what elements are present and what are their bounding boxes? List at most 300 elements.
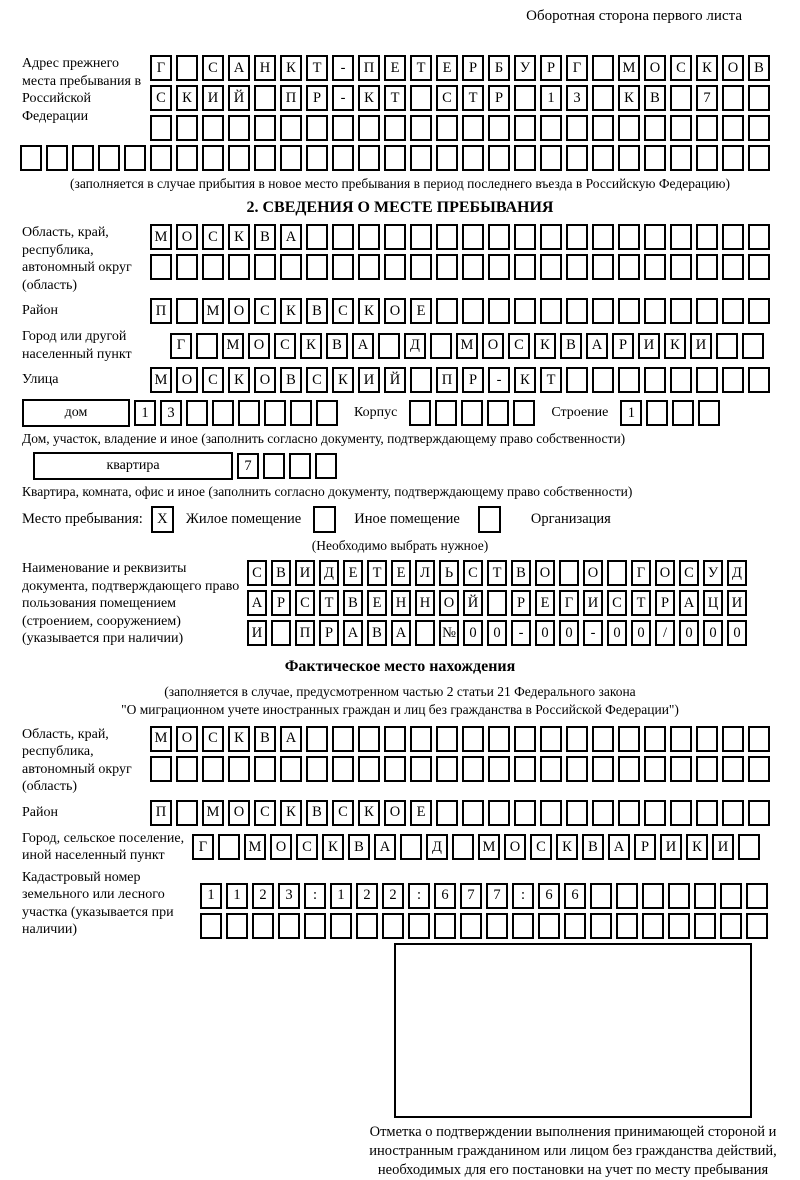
char-cell[interactable] bbox=[487, 400, 509, 426]
char-cell[interactable]: Е bbox=[436, 55, 458, 81]
char-cell[interactable] bbox=[644, 254, 666, 280]
char-cell[interactable] bbox=[696, 145, 718, 171]
char-cell[interactable] bbox=[618, 367, 640, 393]
char-cell[interactable] bbox=[384, 756, 406, 782]
char-cell[interactable] bbox=[304, 913, 326, 939]
char-cell[interactable]: А bbox=[247, 590, 267, 616]
char-cell[interactable] bbox=[200, 913, 222, 939]
char-cell[interactable] bbox=[434, 913, 456, 939]
char-cell[interactable] bbox=[742, 333, 764, 359]
char-cell[interactable] bbox=[748, 85, 770, 111]
char-cell[interactable] bbox=[306, 224, 328, 250]
char-cell[interactable] bbox=[670, 800, 692, 826]
char-cell[interactable]: 1 bbox=[226, 883, 248, 909]
char-cell[interactable]: М bbox=[618, 55, 640, 81]
char-cell[interactable]: В bbox=[644, 85, 666, 111]
char-cell[interactable]: 1 bbox=[134, 400, 156, 426]
char-cell[interactable]: - bbox=[583, 620, 603, 646]
char-cell[interactable]: Р bbox=[511, 590, 531, 616]
char-cell[interactable]: 0 bbox=[727, 620, 747, 646]
char-cell[interactable]: - bbox=[511, 620, 531, 646]
char-cell[interactable] bbox=[644, 726, 666, 752]
char-cell[interactable]: Р bbox=[634, 834, 656, 860]
char-cell[interactable] bbox=[316, 400, 338, 426]
char-cell[interactable] bbox=[670, 254, 692, 280]
char-cell[interactable]: И bbox=[727, 590, 747, 616]
char-cell[interactable] bbox=[592, 800, 614, 826]
char-cell[interactable] bbox=[332, 254, 354, 280]
char-cell[interactable] bbox=[461, 400, 483, 426]
char-cell[interactable] bbox=[748, 115, 770, 141]
char-cell[interactable] bbox=[176, 145, 198, 171]
char-cell[interactable] bbox=[196, 333, 218, 359]
char-cell[interactable]: С bbox=[274, 333, 296, 359]
char-cell[interactable] bbox=[722, 298, 744, 324]
char-cell[interactable]: В bbox=[326, 333, 348, 359]
char-cell[interactable]: В bbox=[306, 800, 328, 826]
char-cell[interactable] bbox=[696, 800, 718, 826]
char-cell[interactable] bbox=[559, 560, 579, 586]
char-cell[interactable]: К bbox=[332, 367, 354, 393]
char-cell[interactable] bbox=[566, 224, 588, 250]
char-cell[interactable] bbox=[538, 913, 560, 939]
org-checkbox[interactable] bbox=[478, 506, 501, 533]
char-cell[interactable] bbox=[436, 726, 458, 752]
char-cell[interactable] bbox=[176, 55, 198, 81]
char-cell[interactable] bbox=[254, 756, 276, 782]
char-cell[interactable] bbox=[592, 298, 614, 324]
char-cell[interactable] bbox=[540, 298, 562, 324]
char-cell[interactable] bbox=[384, 224, 406, 250]
char-cell[interactable]: П bbox=[150, 800, 172, 826]
char-cell[interactable]: Е bbox=[384, 55, 406, 81]
char-cell[interactable]: В bbox=[560, 333, 582, 359]
char-cell[interactable] bbox=[487, 590, 507, 616]
char-cell[interactable] bbox=[514, 145, 536, 171]
char-cell[interactable] bbox=[384, 726, 406, 752]
char-cell[interactable]: К bbox=[300, 333, 322, 359]
char-cell[interactable]: С bbox=[463, 560, 483, 586]
char-cell[interactable] bbox=[644, 367, 666, 393]
char-cell[interactable] bbox=[436, 756, 458, 782]
char-cell[interactable] bbox=[488, 115, 510, 141]
char-cell[interactable] bbox=[410, 115, 432, 141]
char-cell[interactable]: 0 bbox=[535, 620, 555, 646]
char-cell[interactable] bbox=[698, 400, 720, 426]
char-cell[interactable]: 0 bbox=[703, 620, 723, 646]
char-cell[interactable]: К bbox=[664, 333, 686, 359]
char-cell[interactable]: А bbox=[280, 224, 302, 250]
char-cell[interactable] bbox=[694, 883, 716, 909]
char-cell[interactable]: О bbox=[248, 333, 270, 359]
char-cell[interactable]: В bbox=[511, 560, 531, 586]
char-cell[interactable] bbox=[384, 145, 406, 171]
char-cell[interactable] bbox=[566, 756, 588, 782]
char-cell[interactable] bbox=[186, 400, 208, 426]
char-cell[interactable]: Д bbox=[404, 333, 426, 359]
char-cell[interactable]: А bbox=[391, 620, 411, 646]
char-cell[interactable] bbox=[202, 145, 224, 171]
char-cell[interactable]: Г bbox=[170, 333, 192, 359]
char-cell[interactable]: Й bbox=[228, 85, 250, 111]
char-cell[interactable]: С bbox=[332, 298, 354, 324]
char-cell[interactable]: О bbox=[176, 367, 198, 393]
char-cell[interactable] bbox=[358, 254, 380, 280]
char-cell[interactable]: 2 bbox=[382, 883, 404, 909]
char-cell[interactable]: К bbox=[696, 55, 718, 81]
char-cell[interactable] bbox=[696, 298, 718, 324]
char-cell[interactable] bbox=[280, 254, 302, 280]
char-cell[interactable]: 0 bbox=[559, 620, 579, 646]
char-cell[interactable] bbox=[720, 913, 742, 939]
char-cell[interactable] bbox=[462, 115, 484, 141]
char-cell[interactable] bbox=[694, 913, 716, 939]
char-cell[interactable] bbox=[514, 224, 536, 250]
char-cell[interactable]: И bbox=[358, 367, 380, 393]
char-cell[interactable]: И bbox=[638, 333, 660, 359]
char-cell[interactable] bbox=[358, 756, 380, 782]
char-cell[interactable]: № bbox=[439, 620, 459, 646]
char-cell[interactable] bbox=[670, 298, 692, 324]
char-cell[interactable] bbox=[332, 726, 354, 752]
char-cell[interactable]: - bbox=[332, 85, 354, 111]
char-cell[interactable] bbox=[306, 756, 328, 782]
char-cell[interactable]: 7 bbox=[460, 883, 482, 909]
char-cell[interactable]: 1 bbox=[540, 85, 562, 111]
char-cell[interactable]: М bbox=[222, 333, 244, 359]
char-cell[interactable] bbox=[540, 726, 562, 752]
char-cell[interactable]: В bbox=[348, 834, 370, 860]
char-cell[interactable] bbox=[306, 726, 328, 752]
char-cell[interactable]: И bbox=[583, 590, 603, 616]
char-cell[interactable] bbox=[540, 756, 562, 782]
char-cell[interactable]: С bbox=[254, 298, 276, 324]
char-cell[interactable] bbox=[720, 883, 742, 909]
char-cell[interactable]: П bbox=[358, 55, 380, 81]
char-cell[interactable]: С bbox=[202, 55, 224, 81]
char-cell[interactable]: Е bbox=[535, 590, 555, 616]
char-cell[interactable] bbox=[462, 224, 484, 250]
char-cell[interactable]: И bbox=[712, 834, 734, 860]
char-cell[interactable] bbox=[672, 400, 694, 426]
char-cell[interactable]: А bbox=[352, 333, 374, 359]
char-cell[interactable] bbox=[618, 145, 640, 171]
char-cell[interactable] bbox=[670, 145, 692, 171]
char-cell[interactable] bbox=[566, 254, 588, 280]
char-cell[interactable]: Н bbox=[391, 590, 411, 616]
char-cell[interactable] bbox=[289, 453, 311, 479]
char-cell[interactable]: М bbox=[478, 834, 500, 860]
char-cell[interactable] bbox=[150, 145, 172, 171]
char-cell[interactable]: С bbox=[202, 224, 224, 250]
char-cell[interactable] bbox=[722, 800, 744, 826]
char-cell[interactable] bbox=[410, 85, 432, 111]
char-cell[interactable]: Г bbox=[559, 590, 579, 616]
char-cell[interactable] bbox=[540, 115, 562, 141]
char-cell[interactable]: К bbox=[618, 85, 640, 111]
char-cell[interactable]: А bbox=[586, 333, 608, 359]
char-cell[interactable] bbox=[462, 726, 484, 752]
char-cell[interactable] bbox=[358, 726, 380, 752]
char-cell[interactable]: Д bbox=[319, 560, 339, 586]
char-cell[interactable] bbox=[332, 756, 354, 782]
char-cell[interactable] bbox=[696, 224, 718, 250]
char-cell[interactable] bbox=[218, 834, 240, 860]
char-cell[interactable] bbox=[332, 145, 354, 171]
char-cell[interactable]: К bbox=[686, 834, 708, 860]
char-cell[interactable] bbox=[746, 913, 768, 939]
char-cell[interactable]: Т bbox=[540, 367, 562, 393]
char-cell[interactable]: А bbox=[280, 726, 302, 752]
char-cell[interactable]: Т bbox=[631, 590, 651, 616]
char-cell[interactable]: П bbox=[295, 620, 315, 646]
char-cell[interactable] bbox=[436, 224, 458, 250]
char-cell[interactable] bbox=[410, 756, 432, 782]
char-cell[interactable] bbox=[696, 254, 718, 280]
char-cell[interactable] bbox=[462, 756, 484, 782]
char-cell[interactable]: К bbox=[514, 367, 536, 393]
char-cell[interactable] bbox=[592, 254, 614, 280]
char-cell[interactable] bbox=[410, 145, 432, 171]
char-cell[interactable] bbox=[358, 145, 380, 171]
char-cell[interactable]: У bbox=[703, 560, 723, 586]
char-cell[interactable]: Б bbox=[488, 55, 510, 81]
char-cell[interactable] bbox=[607, 560, 627, 586]
char-cell[interactable]: В bbox=[306, 298, 328, 324]
char-cell[interactable]: Р bbox=[655, 590, 675, 616]
char-cell[interactable]: К bbox=[556, 834, 578, 860]
char-cell[interactable] bbox=[616, 883, 638, 909]
char-cell[interactable] bbox=[696, 726, 718, 752]
char-cell[interactable] bbox=[748, 254, 770, 280]
char-cell[interactable] bbox=[644, 800, 666, 826]
char-cell[interactable]: О bbox=[228, 800, 250, 826]
char-cell[interactable] bbox=[384, 254, 406, 280]
char-cell[interactable] bbox=[263, 453, 285, 479]
char-cell[interactable]: И bbox=[247, 620, 267, 646]
char-cell[interactable]: 3 bbox=[566, 85, 588, 111]
char-cell[interactable] bbox=[271, 620, 291, 646]
char-cell[interactable] bbox=[488, 145, 510, 171]
char-cell[interactable]: С bbox=[530, 834, 552, 860]
char-cell[interactable]: К bbox=[228, 367, 250, 393]
char-cell[interactable]: 0 bbox=[463, 620, 483, 646]
char-cell[interactable] bbox=[644, 298, 666, 324]
char-cell[interactable] bbox=[384, 115, 406, 141]
char-cell[interactable] bbox=[564, 913, 586, 939]
char-cell[interactable]: М bbox=[150, 367, 172, 393]
char-cell[interactable]: О bbox=[439, 590, 459, 616]
char-cell[interactable] bbox=[722, 224, 744, 250]
char-cell[interactable] bbox=[462, 800, 484, 826]
char-cell[interactable] bbox=[435, 400, 457, 426]
char-cell[interactable]: С bbox=[607, 590, 627, 616]
char-cell[interactable] bbox=[722, 145, 744, 171]
char-cell[interactable] bbox=[212, 400, 234, 426]
char-cell[interactable] bbox=[176, 298, 198, 324]
char-cell[interactable] bbox=[488, 756, 510, 782]
char-cell[interactable]: Л bbox=[415, 560, 435, 586]
char-cell[interactable] bbox=[722, 726, 744, 752]
char-cell[interactable] bbox=[278, 913, 300, 939]
char-cell[interactable] bbox=[226, 913, 248, 939]
char-cell[interactable] bbox=[722, 254, 744, 280]
char-cell[interactable] bbox=[670, 85, 692, 111]
char-cell[interactable] bbox=[696, 115, 718, 141]
char-cell[interactable]: 2 bbox=[356, 883, 378, 909]
char-cell[interactable] bbox=[358, 115, 380, 141]
char-cell[interactable] bbox=[540, 800, 562, 826]
char-cell[interactable] bbox=[290, 400, 312, 426]
char-cell[interactable]: : bbox=[304, 883, 326, 909]
char-cell[interactable]: - bbox=[488, 367, 510, 393]
char-cell[interactable]: О bbox=[482, 333, 504, 359]
char-cell[interactable] bbox=[722, 367, 744, 393]
char-cell[interactable]: В bbox=[582, 834, 604, 860]
char-cell[interactable] bbox=[592, 756, 614, 782]
char-cell[interactable]: Р bbox=[540, 55, 562, 81]
char-cell[interactable] bbox=[488, 224, 510, 250]
char-cell[interactable]: О bbox=[583, 560, 603, 586]
char-cell[interactable] bbox=[566, 298, 588, 324]
char-cell[interactable] bbox=[356, 913, 378, 939]
char-cell[interactable]: Е bbox=[367, 590, 387, 616]
char-cell[interactable] bbox=[746, 883, 768, 909]
char-cell[interactable]: С bbox=[296, 834, 318, 860]
char-cell[interactable]: В bbox=[271, 560, 291, 586]
char-cell[interactable]: / bbox=[655, 620, 675, 646]
char-cell[interactable]: В bbox=[254, 224, 276, 250]
char-cell[interactable] bbox=[748, 726, 770, 752]
char-cell[interactable] bbox=[716, 333, 738, 359]
char-cell[interactable] bbox=[176, 756, 198, 782]
char-cell[interactable]: П bbox=[436, 367, 458, 393]
char-cell[interactable]: 6 bbox=[434, 883, 456, 909]
char-cell[interactable] bbox=[696, 367, 718, 393]
char-cell[interactable]: К bbox=[228, 224, 250, 250]
char-cell[interactable] bbox=[748, 224, 770, 250]
char-cell[interactable]: О bbox=[644, 55, 666, 81]
char-cell[interactable] bbox=[592, 367, 614, 393]
char-cell[interactable]: И bbox=[202, 85, 224, 111]
char-cell[interactable] bbox=[642, 913, 664, 939]
char-cell[interactable] bbox=[618, 800, 640, 826]
zhiloe-checkbox[interactable] bbox=[151, 506, 174, 533]
char-cell[interactable]: 0 bbox=[679, 620, 699, 646]
char-cell[interactable]: С bbox=[202, 726, 224, 752]
char-cell[interactable]: Е bbox=[410, 298, 432, 324]
char-cell[interactable]: А bbox=[343, 620, 363, 646]
char-cell[interactable] bbox=[410, 224, 432, 250]
char-cell[interactable] bbox=[20, 145, 42, 171]
char-cell[interactable]: Р bbox=[319, 620, 339, 646]
char-cell[interactable] bbox=[252, 913, 274, 939]
char-cell[interactable] bbox=[540, 224, 562, 250]
char-cell[interactable]: М bbox=[202, 800, 224, 826]
char-cell[interactable]: Г bbox=[566, 55, 588, 81]
char-cell[interactable] bbox=[408, 913, 430, 939]
char-cell[interactable]: С bbox=[508, 333, 530, 359]
char-cell[interactable]: В bbox=[343, 590, 363, 616]
char-cell[interactable] bbox=[436, 298, 458, 324]
char-cell[interactable] bbox=[98, 145, 120, 171]
char-cell[interactable] bbox=[592, 55, 614, 81]
char-cell[interactable] bbox=[644, 115, 666, 141]
char-cell[interactable] bbox=[696, 756, 718, 782]
char-cell[interactable] bbox=[722, 85, 744, 111]
char-cell[interactable]: К bbox=[280, 800, 302, 826]
char-cell[interactable]: Е bbox=[391, 560, 411, 586]
char-cell[interactable] bbox=[176, 115, 198, 141]
char-cell[interactable] bbox=[592, 115, 614, 141]
char-cell[interactable]: К bbox=[358, 85, 380, 111]
char-cell[interactable] bbox=[488, 254, 510, 280]
char-cell[interactable] bbox=[592, 145, 614, 171]
char-cell[interactable]: С bbox=[332, 800, 354, 826]
char-cell[interactable]: О bbox=[254, 367, 276, 393]
char-cell[interactable]: Р bbox=[271, 590, 291, 616]
char-cell[interactable]: Е bbox=[343, 560, 363, 586]
char-cell[interactable] bbox=[254, 254, 276, 280]
char-cell[interactable]: В bbox=[367, 620, 387, 646]
char-cell[interactable]: Р bbox=[306, 85, 328, 111]
char-cell[interactable]: В bbox=[280, 367, 302, 393]
char-cell[interactable] bbox=[668, 883, 690, 909]
char-cell[interactable]: К bbox=[280, 55, 302, 81]
char-cell[interactable]: : bbox=[512, 883, 534, 909]
char-cell[interactable]: А bbox=[228, 55, 250, 81]
char-cell[interactable]: 7 bbox=[486, 883, 508, 909]
char-cell[interactable]: Р bbox=[488, 85, 510, 111]
char-cell[interactable] bbox=[46, 145, 68, 171]
char-cell[interactable] bbox=[228, 254, 250, 280]
char-cell[interactable] bbox=[566, 145, 588, 171]
char-cell[interactable]: 6 bbox=[564, 883, 586, 909]
char-cell[interactable]: А bbox=[608, 834, 630, 860]
char-cell[interactable]: М bbox=[456, 333, 478, 359]
char-cell[interactable]: К bbox=[358, 298, 380, 324]
char-cell[interactable] bbox=[436, 800, 458, 826]
char-cell[interactable] bbox=[382, 913, 404, 939]
char-cell[interactable] bbox=[566, 800, 588, 826]
char-cell[interactable] bbox=[436, 254, 458, 280]
char-cell[interactable]: 0 bbox=[631, 620, 651, 646]
char-cell[interactable] bbox=[264, 400, 286, 426]
char-cell[interactable]: Г bbox=[631, 560, 651, 586]
char-cell[interactable]: С bbox=[436, 85, 458, 111]
char-cell[interactable]: К bbox=[280, 298, 302, 324]
char-cell[interactable] bbox=[228, 115, 250, 141]
char-cell[interactable] bbox=[642, 883, 664, 909]
char-cell[interactable] bbox=[514, 726, 536, 752]
char-cell[interactable] bbox=[330, 913, 352, 939]
char-cell[interactable] bbox=[722, 756, 744, 782]
char-cell[interactable] bbox=[478, 506, 501, 533]
char-cell[interactable] bbox=[460, 913, 482, 939]
char-cell[interactable]: С bbox=[150, 85, 172, 111]
char-cell[interactable]: Т bbox=[319, 590, 339, 616]
char-cell[interactable] bbox=[202, 756, 224, 782]
char-cell[interactable] bbox=[254, 85, 276, 111]
char-cell[interactable]: Т bbox=[367, 560, 387, 586]
char-cell[interactable] bbox=[176, 800, 198, 826]
char-cell[interactable] bbox=[616, 913, 638, 939]
char-cell[interactable] bbox=[306, 254, 328, 280]
char-cell[interactable] bbox=[670, 367, 692, 393]
char-cell[interactable] bbox=[514, 254, 536, 280]
char-cell[interactable]: Г bbox=[192, 834, 214, 860]
char-cell[interactable] bbox=[670, 756, 692, 782]
